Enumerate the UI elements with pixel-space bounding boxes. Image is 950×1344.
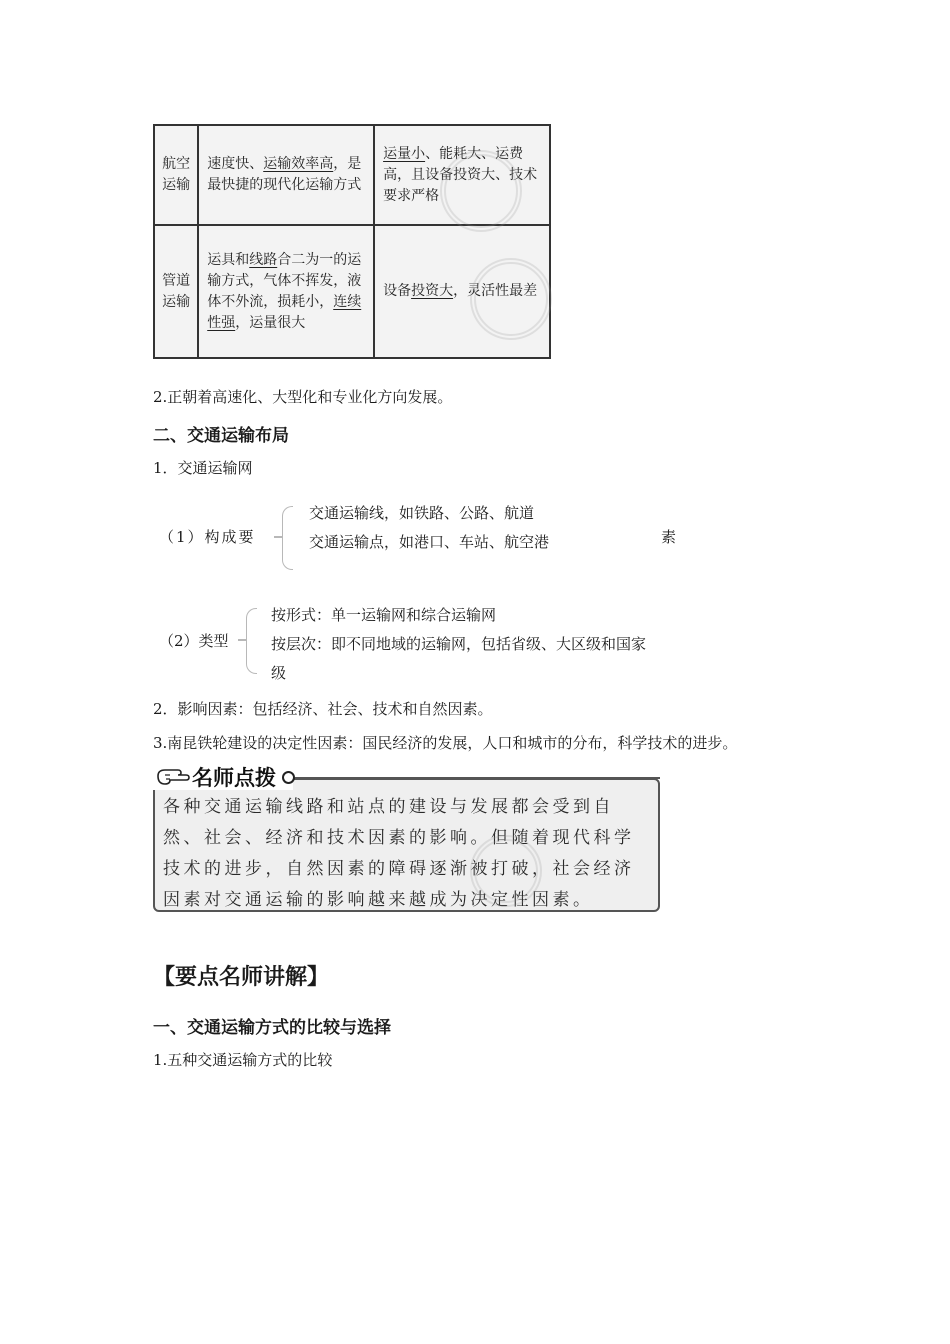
composition-tail: 素 bbox=[661, 528, 677, 546]
composition-label: （1）构成要 bbox=[159, 528, 256, 546]
five-modes-paragraph: 1.五种交通运输方式的比较 bbox=[153, 1051, 333, 1069]
cell-text: ，是最快捷的现代化运输方式 bbox=[207, 156, 362, 193]
pointing-hand-icon bbox=[156, 765, 190, 787]
advantages-cell bbox=[198, 225, 374, 358]
composition-item: 交通运输点，如港口、车站、航空港 bbox=[309, 533, 550, 551]
table-row bbox=[154, 225, 550, 358]
key-points-heading: 【要点名师讲解】 bbox=[153, 965, 330, 990]
network-paragraph: 1．交通运输网 bbox=[153, 459, 253, 477]
types-item: 按层次：即不同地域的运输网，包括省级、大区级和国家 bbox=[271, 635, 647, 653]
brace-icon bbox=[246, 608, 257, 674]
transport-mode-table bbox=[153, 124, 551, 359]
disadvantages-cell bbox=[374, 225, 550, 358]
nankun-paragraph: 3.南昆铁轮建设的决定性因素：国民经济的发展，人口和城市的分布，科学技术的进步。 bbox=[153, 734, 738, 752]
advantages-cell bbox=[198, 125, 374, 225]
composition-item: 交通运输线，如铁路、公路、航道 bbox=[309, 504, 535, 522]
cell-text: ，灵活性最差 bbox=[453, 283, 538, 299]
tips-title: 名师点拨 bbox=[192, 766, 276, 790]
section-heading-compare: 一、交通运输方式的比较与选择 bbox=[153, 1018, 391, 1038]
cell-text-underlined: 线路 bbox=[249, 251, 278, 268]
cell-text: ，运量很大 bbox=[235, 314, 306, 331]
teacher-tips-box bbox=[153, 778, 660, 912]
trend-paragraph: 2.正朝着高速化、大型化和专业化方向发展。 bbox=[153, 388, 453, 406]
types-item: 级 bbox=[271, 664, 287, 682]
mode-name-cell: 航空运输 bbox=[154, 125, 198, 225]
cell-text: 合二为一的运输方式，气体不挥发，液体不外流，损耗小， bbox=[207, 251, 362, 310]
table-row bbox=[154, 125, 550, 225]
brace-tip bbox=[274, 536, 282, 538]
section-heading-layout: 二、交通运输布局 bbox=[153, 426, 289, 446]
brace-icon bbox=[282, 506, 293, 570]
cell-text-underlined: 投资大 bbox=[411, 283, 454, 299]
cell-text-underlined: 运输效率高 bbox=[263, 156, 334, 172]
cell-text: 、能耗大、运费高，且设备投资大、技术要求严格 bbox=[383, 145, 538, 204]
circle-bullet-icon bbox=[282, 771, 295, 784]
factors-paragraph: 2．影响因素：包括经济、社会、技术和自然因素。 bbox=[153, 700, 493, 718]
cell-text-underlined: 连续性强 bbox=[207, 293, 362, 331]
cell-text: 设备 bbox=[383, 283, 412, 299]
tips-title-rule bbox=[295, 777, 660, 779]
disadvantages-cell bbox=[374, 125, 550, 225]
cell-text: 运具和 bbox=[207, 251, 250, 268]
teacher-tips-text: 各种交通运输线路和站点的建设与发展都会受到自然、社会、经济和技术因素的影响。但随着现代科学技术的进步，自然因素的障碍逐渐被打破，社会经济因素对交通运输的影响越来越成为决定性因素。 bbox=[163, 797, 635, 910]
mode-name-cell: 管道运输 bbox=[154, 225, 198, 358]
types-label: （2）类型 bbox=[159, 632, 229, 650]
cell-text-underlined: 运量小 bbox=[383, 145, 426, 162]
cell-text: 速度快、 bbox=[207, 156, 264, 172]
brace-tip bbox=[238, 639, 246, 641]
types-item: 按形式：单一运输网和综合运输网 bbox=[271, 606, 497, 624]
